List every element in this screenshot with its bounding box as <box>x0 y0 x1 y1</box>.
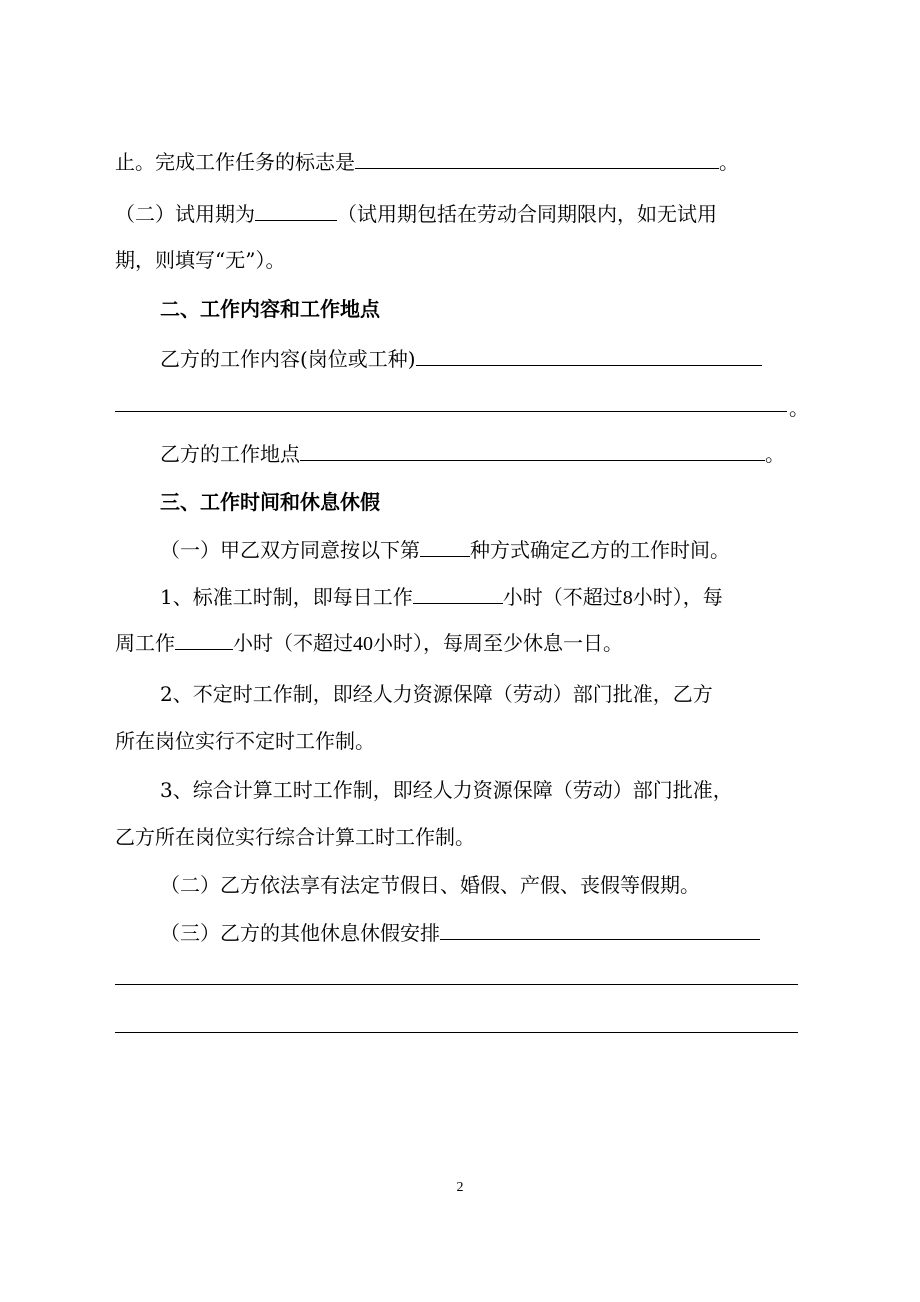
work-place-label: 乙方的工作地点 <box>160 442 300 466</box>
work-content-blank-1[interactable] <box>416 345 762 366</box>
work-place-blank[interactable] <box>300 440 765 461</box>
work-time-method-label: （一）甲乙双方同意按以下第 <box>160 538 420 562</box>
text: 周工作 <box>115 631 175 655</box>
text: 小时），每周至少休息一日。 <box>373 631 623 655</box>
weekly-hours-blank[interactable] <box>175 629 233 650</box>
period: 。 <box>765 442 785 466</box>
daily-hours-blank[interactable] <box>413 583 503 604</box>
irregular-hours-line-2: 所在岗位实行不定时工作制。 <box>115 729 375 753</box>
standard-hours-line-1 <box>160 583 723 612</box>
section-heading-3: 三、工作时间和休息休假 <box>160 490 380 514</box>
holidays-paragraph: （二）乙方依法享有法定节假日、婚假、产假、丧假等假期。 <box>160 873 700 897</box>
probation-line-2 <box>115 246 285 274</box>
max-daily-hours: 8 <box>622 587 633 609</box>
text: 小时），每 <box>632 585 723 609</box>
task-completion-label: 止。完成工作任务的标志是 <box>115 150 355 174</box>
probation-line-1 <box>115 200 717 228</box>
probation-note-cont: 期，则填写“无”）。 <box>115 248 286 272</box>
probation-note: （试用期包括在劳动合同期限内，如无试用 <box>337 202 717 226</box>
probation-blank[interactable] <box>255 200 337 221</box>
task-completion-line <box>115 148 739 176</box>
probation-label: （二）试用期为 <box>115 202 255 226</box>
period: 。 <box>719 150 739 174</box>
text: 小时（不超过 <box>233 631 353 655</box>
max-weekly-hours: 40 <box>353 633 373 655</box>
comprehensive-hours-line-2: 乙方所在岗位实行综合计算工时工作制。 <box>115 825 475 849</box>
standard-hours-label: 1、标准工时制，即每日工作 <box>160 585 413 609</box>
standard-hours-line-2 <box>115 629 623 658</box>
irregular-hours-line-1: 2、不定时工作制，即经人力资源保障（劳动）部门批准，乙方 <box>160 682 713 706</box>
other-leave-blank-1[interactable] <box>440 919 760 940</box>
text: 小时（不超过 <box>502 585 623 609</box>
other-leave-line <box>160 919 760 947</box>
work-content-line <box>160 345 762 373</box>
other-leave-label: （三）乙方的其他休息休假安排 <box>160 921 440 945</box>
page-number: 2 <box>456 1180 464 1195</box>
work-content-period: 。 <box>789 396 809 420</box>
task-completion-blank[interactable] <box>355 148 719 169</box>
work-content-blank-2[interactable] <box>115 411 787 412</box>
work-place-line <box>160 440 785 468</box>
comprehensive-hours-line-1: 3、综合计算工时工作制，即经人力资源保障（劳动）部门批准， <box>160 778 733 802</box>
section-heading-2: 二、工作内容和工作地点 <box>160 297 380 321</box>
work-time-method-suffix: 种方式确定乙方的工作时间。 <box>470 538 730 562</box>
work-time-method-line <box>160 536 730 564</box>
work-content-label: 乙方的工作内容(岗位或工种) <box>160 347 416 371</box>
work-time-method-blank[interactable] <box>420 536 470 557</box>
other-leave-blank-2[interactable] <box>115 984 798 985</box>
other-leave-blank-3[interactable] <box>115 1032 798 1033</box>
